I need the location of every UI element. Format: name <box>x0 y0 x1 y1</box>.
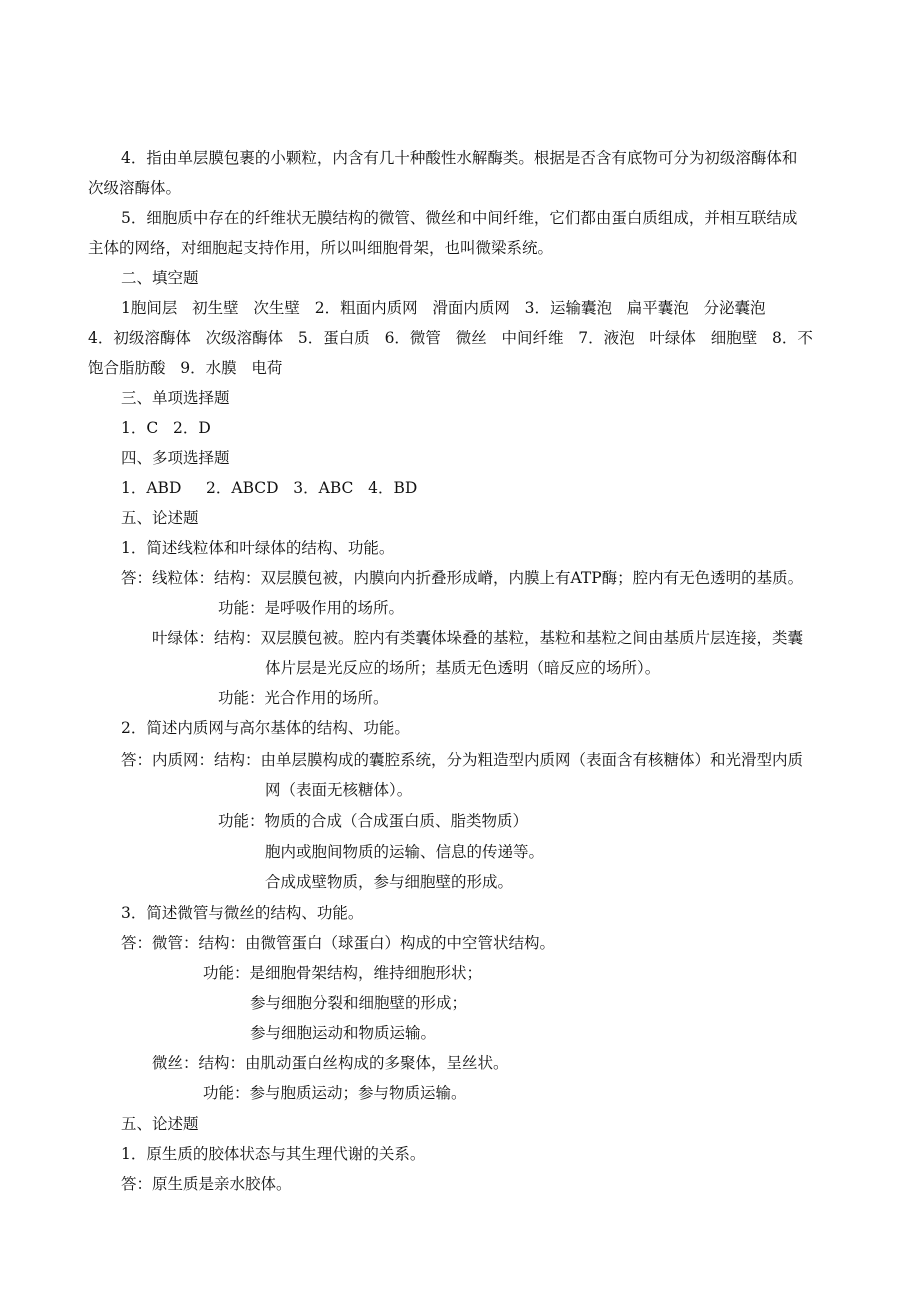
struct-label: 结构： <box>214 751 261 769</box>
answer-prefix: 答： <box>121 934 153 952</box>
func-label: 功能： <box>203 964 250 982</box>
essay-q3-title: 3．简述微管与微丝的结构、功能。 <box>121 904 364 922</box>
mt-func-text-2: 参与细胞分裂和细胞壁的形成； <box>250 994 468 1012</box>
mito-label: 线粒体： <box>152 569 215 587</box>
essay-q3-mf-func-row <box>203 1083 467 1103</box>
section-heading-fill: 二、填空题 <box>121 269 199 287</box>
section-heading-single: 三、单项选择题 <box>121 389 230 407</box>
multi-answers: 1．ABD 2．ABCD 3．ABC 4．BD <box>121 479 418 497</box>
essay-q1-chloro-struct-row <box>152 628 803 648</box>
er-func-text-1: 物质的合成（合成蛋白质、脂类物质） <box>264 812 529 830</box>
mt-func-text-1: 是细胞骨架结构，维持细胞形状； <box>249 964 483 982</box>
er-struct-text-1: 由单层膜构成的囊腔系统，分为粗造型内质网（表面含有核糖体）和光滑型内质 <box>260 751 804 769</box>
section-heading-multi: 四、多项选择题 <box>121 449 230 467</box>
mt-struct-text: 由微管蛋白（球蛋白）构成的中空管状结构。 <box>245 934 556 952</box>
fill-answers-line-1: 1胞间层 初生壁 次生壁 2．粗面内质网 滑面内质网 3．运输囊泡 扁平囊泡 分泌囊泡 <box>121 299 766 317</box>
single-answers: 1．C 2．D <box>121 419 211 437</box>
mito-struct-text: 双层膜包被，内膜向内折叠形成嵴，内膜上有ATP酶；腔内有无色透明的基质。 <box>260 569 804 587</box>
er-func-text-2: 胞内或胞间物质的运输、信息的传递等。 <box>265 843 545 861</box>
q5-line-1: 5．细胞质中存在的纤维状无膜结构的微管、微丝和中间纤维，它们都由蛋白质组成，并相互联结成 <box>121 209 798 227</box>
mf-struct-text: 由肌动蛋白丝构成的多聚体，呈丝状。 <box>245 1054 509 1072</box>
essay-q1-mito-struct-row <box>121 568 803 588</box>
func-label: 功能： <box>218 599 265 617</box>
essay-q3-mf-struct-row <box>152 1053 509 1073</box>
q4-line-2: 次级溶酶体。 <box>88 179 182 197</box>
fill-answers-line-3: 饱合脂肪酸 9．水膜 电荷 <box>88 359 283 377</box>
q4-line-1: 4．指由单层膜包裹的小颗粒，内含有几十种酸性水解酶类。根据是否含有底物可分为初级溶酶体和 <box>121 149 798 167</box>
struct-label: 结构： <box>198 934 246 952</box>
essay2-q1-title: 1．原生质的胶体状态与其生理代谢的关系。 <box>121 1145 426 1163</box>
er-label: 内质网： <box>152 751 215 769</box>
essay-q1-title: 1．简述线粒体和叶绿体的结构、功能。 <box>121 539 395 557</box>
struct-label: 结构： <box>214 629 261 647</box>
section-heading-essay-2: 五、论述题 <box>121 1115 199 1133</box>
essay-q3-mt-func-row <box>203 963 482 983</box>
er-struct-text-2: 网（表面无核糖体）。 <box>265 781 413 799</box>
answer-prefix: 答： <box>121 751 153 769</box>
struct-label: 结构： <box>214 569 261 587</box>
essay-q2-struct-row <box>121 750 803 770</box>
essay-q3-mt-struct-row <box>121 933 555 953</box>
mt-func-text-3: 参与细胞运动和物质运输。 <box>250 1024 437 1042</box>
mf-label: 微丝： <box>152 1054 199 1072</box>
fill-answers-line-2: 4．初级溶酶体 次级溶酶体 5．蛋白质 6．微管 微丝 中间纤维 7．液泡 叶绿体 细胞壁 8．不 <box>88 329 813 347</box>
chloro-label: 叶绿体： <box>152 629 215 647</box>
essay2-q1-answer: 答：原生质是亲水胶体。 <box>121 1175 292 1193</box>
mf-func-text: 参与胞质运动；参与物质运输。 <box>249 1084 467 1102</box>
answer-prefix: 答： <box>121 569 153 587</box>
er-func-text-3: 合成成壁物质，参与细胞壁的形成。 <box>265 873 514 891</box>
q5-line-2: 主体的网络，对细胞起支持作用，所以叫细胞骨架，也叫微梁系统。 <box>88 239 554 257</box>
essay-q1-chloro-func-row <box>218 688 389 708</box>
section-heading-essay: 五、论述题 <box>121 509 199 527</box>
essay-q1-mito-func-row <box>218 598 404 618</box>
essay-q2-title: 2．简述内质网与高尔基体的结构、功能。 <box>121 719 410 737</box>
chloro-struct-text-1: 双层膜包被。腔内有类囊体垛叠的基粒，基粒和基粒之间由基质片层连接，类囊 <box>260 629 804 647</box>
mt-label: 微管： <box>152 934 199 952</box>
chloro-func-text: 光合作用的场所。 <box>264 689 389 707</box>
struct-label: 结构： <box>198 1054 246 1072</box>
chloro-struct-text-2: 体片层是光反应的场所；基质无色透明（暗反应的场所）。 <box>265 659 661 677</box>
essay-q2-func-row <box>218 811 528 831</box>
func-label: 功能： <box>218 812 265 830</box>
func-label: 功能： <box>218 689 265 707</box>
func-label: 功能： <box>203 1084 250 1102</box>
mito-func-text: 是呼吸作用的场所。 <box>264 599 405 617</box>
